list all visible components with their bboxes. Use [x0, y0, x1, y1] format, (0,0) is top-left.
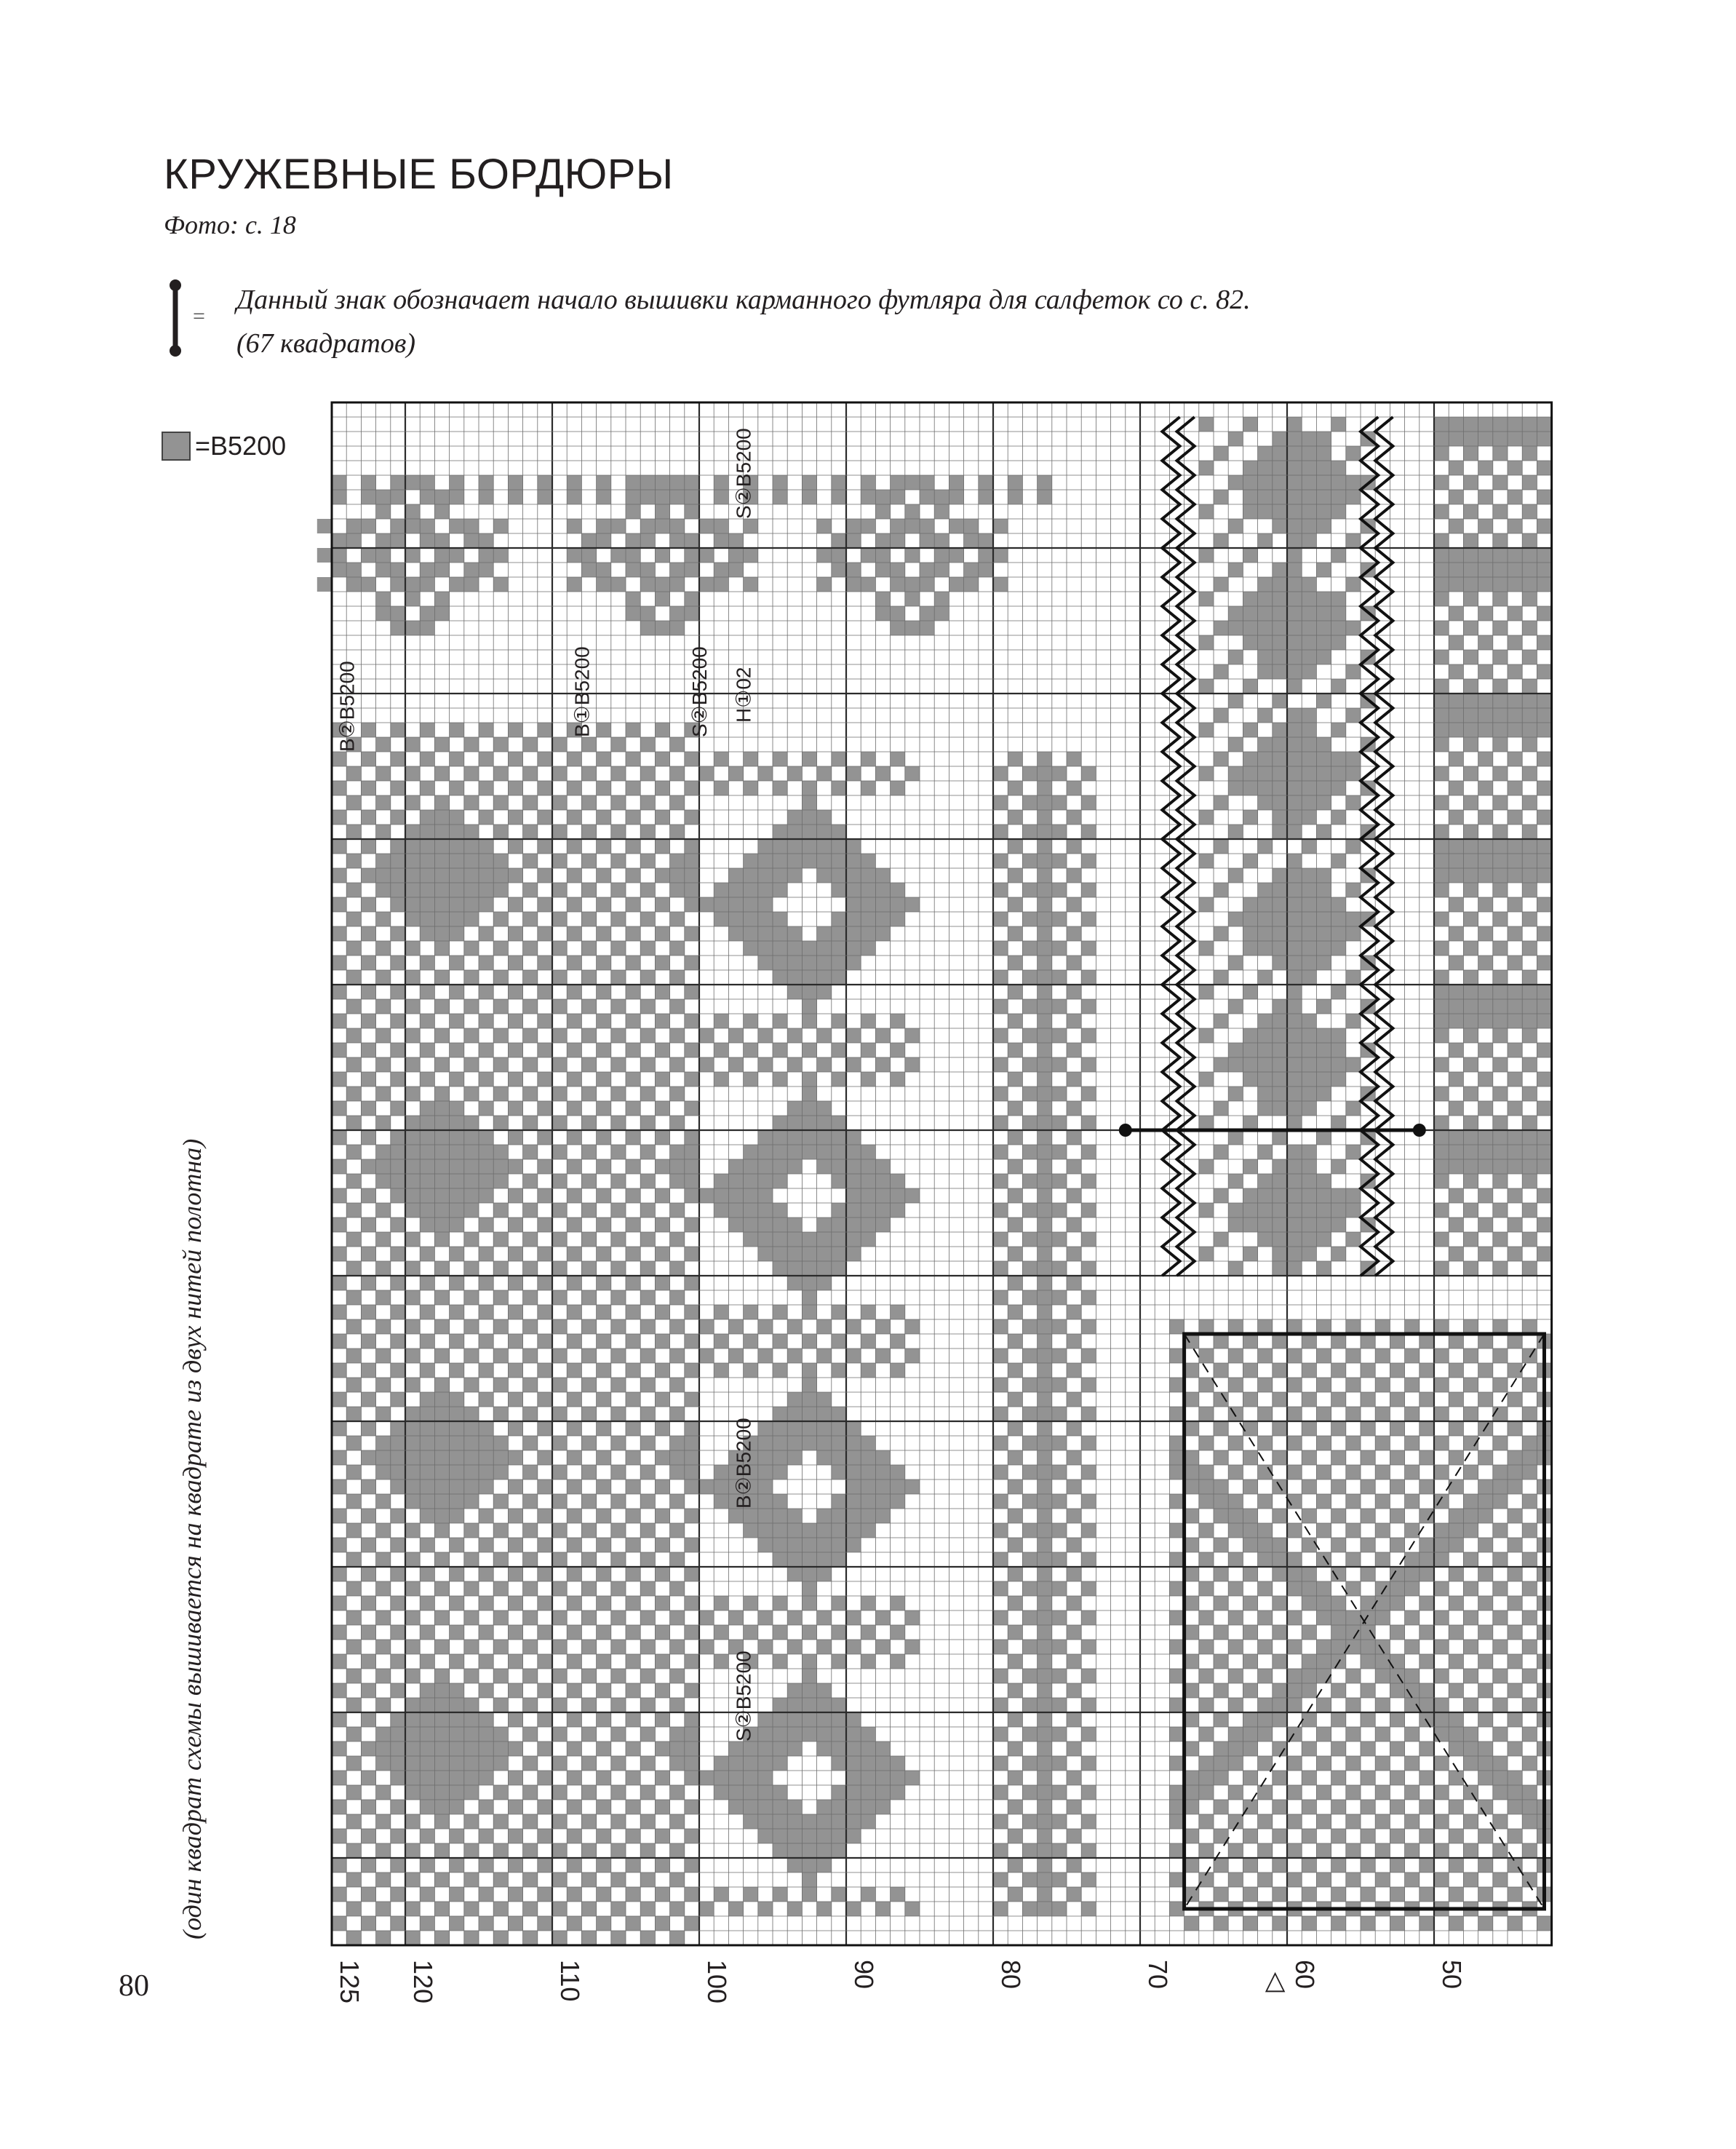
note-equals: =	[193, 304, 205, 328]
side-note: (один квадрат схемы вышивается на квадрате из двух нитей полотна)	[178, 1138, 207, 1939]
axis-label-90: 90	[849, 1960, 879, 1990]
axis-label-70: 70	[1143, 1960, 1173, 1990]
start-marker-triangle: △	[1265, 1965, 1286, 1995]
chart-axis	[335, 1960, 1467, 2003]
zigzag-stitch-right	[1361, 417, 1378, 1276]
note-text-line2: (67 квадратов)	[236, 328, 415, 359]
stitch-label-5: B②B5200	[732, 1418, 755, 1509]
zigzag-stitch-right-2	[1375, 417, 1393, 1276]
stitch-label-1: B①B5200	[570, 646, 594, 737]
page-title: КРУЖЕВНЫЕ БОРДЮРЫ	[164, 151, 674, 198]
start-line-dot-left	[1119, 1124, 1132, 1137]
stitch-label-6: S②B5200	[732, 1651, 755, 1741]
axis-label-110: 110	[555, 1960, 585, 2002]
stitch-label-4: S②B5200	[732, 428, 755, 519]
axis-label-80: 80	[996, 1960, 1026, 1990]
axis-label-60: 60	[1290, 1960, 1320, 1990]
stitch-label-2: S②B5200	[688, 646, 712, 737]
axis-label-120: 120	[408, 1960, 438, 2004]
axis-label-50: 50	[1437, 1960, 1467, 1990]
stitch-label-0: B②B5200	[335, 661, 359, 752]
legend-label: =B5200	[195, 431, 287, 461]
zigzag-stitch-left	[1162, 417, 1179, 1276]
photo-reference: Фото: с. 18	[164, 210, 296, 239]
zigzag-stitch-left-2	[1177, 417, 1195, 1276]
axis-label-100: 100	[702, 1960, 732, 2004]
page-number: 80	[119, 1969, 149, 2003]
start-line-dot-right	[1413, 1124, 1426, 1137]
stitch-label-3: H①02	[732, 667, 755, 723]
axis-label-125: 125	[335, 1960, 365, 2004]
note-text-line1: Данный знак обозначает начало вышивки карманного футляра для салфеток со с. 82.	[236, 285, 1251, 315]
